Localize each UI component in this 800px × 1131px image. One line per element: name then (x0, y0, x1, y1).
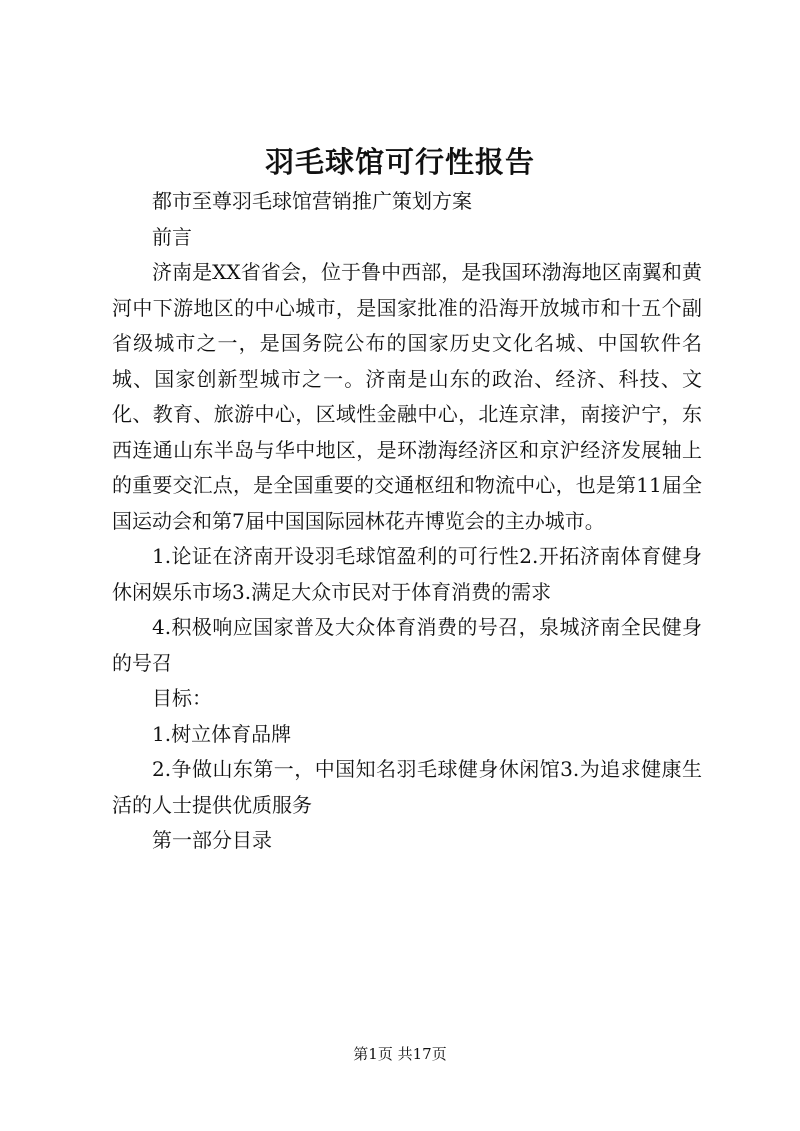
intro-paragraph: 济南是XX省省会，位于鲁中西部，是我国环渤海地区南翼和黄河中下游地区的中心城市，是国家批准的沿海开放城市和十五个副省级城市之一，是国务院公布的国家历史文化名城、中国软件名城、国家创新型城市之一。济南是山东的政治、经济、科技、文化、教育、旅游中心，区域性金融中心，北连京津，南接沪宁，东西连通山东半岛与华中地区，是环渤海经济区和京沪经济发展轴上的重要交汇点，是全国重要的交通枢纽和物流中心，也是第11届全国运动会和第7届中国国际园林花卉博览会的主办城市。 (112, 260, 702, 533)
subtitle-paragraph: 都市至尊羽毛球馆营销推广策划方案 (152, 189, 472, 213)
goal-item-1: 1.树立体育品牌 (152, 721, 292, 746)
purpose-paragraph-1: 1.论证在济南开设羽毛球馆盈利的可行性2.开拓济南体育健身休闲娱乐市场3.满足大众市民对于体育消费的需求 (112, 544, 702, 604)
section-heading: 第一部分目录 (152, 828, 272, 852)
purpose-paragraph-2: 4.积极响应国家普及大众体育消费的号召，泉城济南全民健身的号召 (112, 615, 702, 675)
document-title: 羽毛球馆可行性报告 (264, 145, 535, 179)
goal-item-2: 2.争做山东第一，中国知名羽毛球健身休闲馆3.为追求健康生活的人士提供优质服务 (112, 757, 702, 817)
goals-heading: 目标： (152, 686, 212, 710)
preface-heading: 前言 (152, 224, 192, 249)
page-number-footer: 第1页 共17页 (353, 1045, 447, 1063)
document-body (112, 184, 702, 859)
